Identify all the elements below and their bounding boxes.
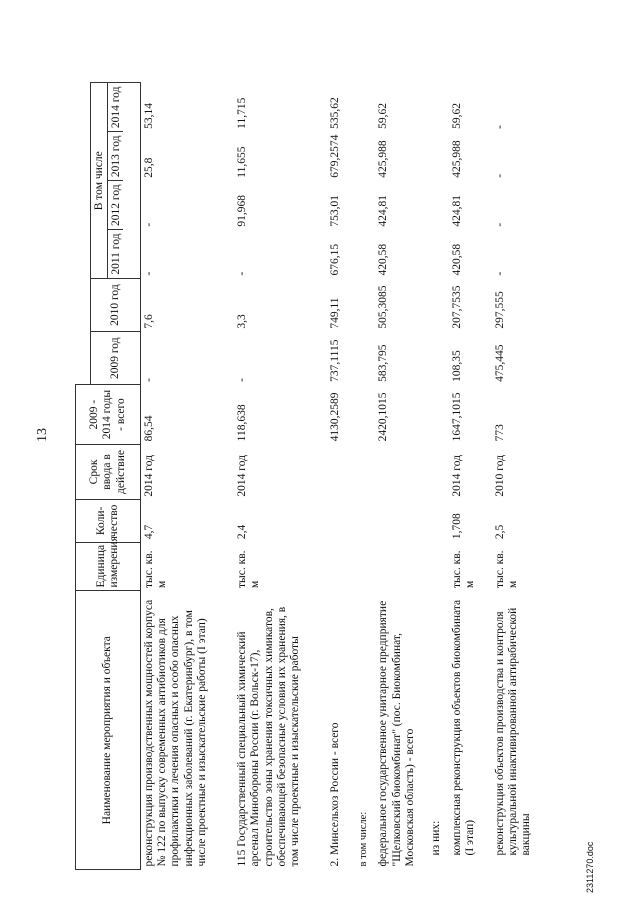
row-2011: 420,58 <box>377 243 390 276</box>
row-name: реконструкция объектов производства и контроля культуральной инактивированной антирабической вакцины <box>494 607 533 856</box>
row-unit: тыс. кв. м <box>451 550 477 588</box>
row-2010: 7,6 <box>143 314 155 329</box>
row-total: 118,638 <box>236 404 249 442</box>
row-name: федеральное государственное унитарное предприятие "Щелковский биокомбинат" (пос. Биокомбинат, Московская область) - всего <box>377 600 416 867</box>
row-2012: 753,01 <box>329 195 342 227</box>
row-2013: 25,8 <box>143 157 155 178</box>
header-2009: 2009 год <box>91 332 141 385</box>
row-2014: 535,62 <box>329 97 342 129</box>
header-name: Наименование мероприятия и объекта <box>76 591 141 870</box>
row-total: 4130,2589 <box>329 392 342 442</box>
header-qty: Коли-чество <box>76 500 141 543</box>
row-2009: 475,445 <box>494 344 507 382</box>
table-row <box>319 35 327 870</box>
page-number: 13 <box>35 428 50 442</box>
header-2014: 2014 год <box>110 86 123 129</box>
table-row <box>356 35 375 870</box>
table-row <box>141 35 227 870</box>
row-2009: 583,795 <box>377 344 390 382</box>
row-name: 115 Государственный специальный химический арсенал Минобороны России (г. Вольск-17), строительство зоны хранения токсичных химикатов, обеспечивающей безопасные условия их хранения, в том числе проектные и изыскательские работы <box>236 606 301 867</box>
row-name: из них: <box>430 820 443 856</box>
row-total: 773 <box>494 424 507 442</box>
header-in-total-label: В том числе <box>93 83 108 278</box>
row-unit <box>375 542 428 591</box>
row-unit: тыс. кв. м <box>143 550 169 588</box>
table-row <box>428 35 449 870</box>
row-total: 86,54 <box>143 415 155 442</box>
row-2014: - <box>494 125 507 129</box>
footer-filename: 2311270.doc <box>585 841 595 893</box>
header-2011: 2011 год <box>108 229 123 278</box>
row-2011: - <box>494 271 507 276</box>
header-term: Срок ввода в действие <box>76 444 141 499</box>
table-row <box>492 35 545 870</box>
row-total: 2420,1015 <box>377 392 390 442</box>
row-qty: 2,5 <box>494 524 507 540</box>
row-2014: 59,62 <box>451 102 464 129</box>
table-row <box>449 35 486 870</box>
header-2010: 2010 год <box>91 279 141 332</box>
row-name: 2. Минсельхоз России - всего <box>329 722 342 867</box>
row-unit: тыс. кв. м <box>236 550 262 588</box>
table-row <box>375 35 428 870</box>
row-qty: 4,7 <box>143 524 155 540</box>
row-total: 1647,1015 <box>451 392 464 442</box>
row-unit <box>327 542 348 591</box>
row-2009: - <box>143 377 155 382</box>
row-2013: 425,988 <box>377 140 390 178</box>
row-2010: 207,7535 <box>451 285 464 329</box>
row-2012: - <box>494 222 507 227</box>
header-unit: Единица измерения <box>76 542 141 591</box>
document-table <box>75 35 545 870</box>
row-2010: 297,555 <box>494 291 507 329</box>
row-2013: - <box>494 173 507 178</box>
row-term: 2014 год <box>143 455 155 497</box>
row-2014: 53,14 <box>143 102 155 129</box>
row-2014: 11,715 <box>236 97 249 129</box>
row-name: комплексная реконструкция объектов биокомбината (I этап) <box>451 599 477 856</box>
row-2011: 676,15 <box>329 243 342 276</box>
header-total: 2009 - 2014 годы - всего <box>76 385 141 445</box>
row-qty <box>375 500 428 543</box>
table-row <box>226 35 234 870</box>
row-2009: 108,35 <box>451 350 464 382</box>
row-2011: - <box>236 271 249 276</box>
row-2010: 749,11 <box>329 297 342 329</box>
header-2012: 2012 год <box>108 180 123 229</box>
row-2009: - <box>236 377 249 382</box>
row-2012: 424,81 <box>377 195 390 227</box>
row-unit: тыс. кв. м <box>494 550 520 588</box>
row-qty: 2,4 <box>236 524 249 540</box>
row-term: 2010 год <box>494 455 507 497</box>
row-2012: 424,81 <box>451 195 464 227</box>
table-row <box>234 35 319 870</box>
row-term <box>327 444 348 499</box>
row-2012: 91,968 <box>236 195 249 227</box>
row-2011: 420,58 <box>451 243 464 276</box>
row-2011: - <box>143 271 155 276</box>
header-2013: 2013 год <box>108 131 123 180</box>
row-qty <box>327 500 348 543</box>
row-qty: 1,708 <box>451 513 464 540</box>
row-2010: 505,3085 <box>377 285 390 329</box>
row-term: 2014 год <box>236 455 249 497</box>
table-row <box>327 35 348 870</box>
row-term <box>375 444 428 499</box>
row-name: реконструкция производственных мощностей корпуса № 122 по выпуску современных антибиотиков для профилактики и лечения опасных и особо опасных инфекционных заболеваний (г. Екатеринбург), в том числе проектные и изыскательские работы (I этап) <box>143 599 208 867</box>
row-2010: 3,3 <box>236 314 249 329</box>
row-name: в том числе: <box>357 811 369 867</box>
table-row <box>348 35 356 870</box>
row-2009: 737,1115 <box>329 339 342 382</box>
row-2014: 59,62 <box>377 102 390 129</box>
row-2013: 425,988 <box>451 140 464 178</box>
row-2012: - <box>143 222 155 227</box>
row-2013: 11,655 <box>236 146 249 178</box>
row-term: 2014 год <box>451 455 464 497</box>
header-in-total <box>91 83 141 279</box>
row-2013: 679,2574 <box>329 134 342 178</box>
